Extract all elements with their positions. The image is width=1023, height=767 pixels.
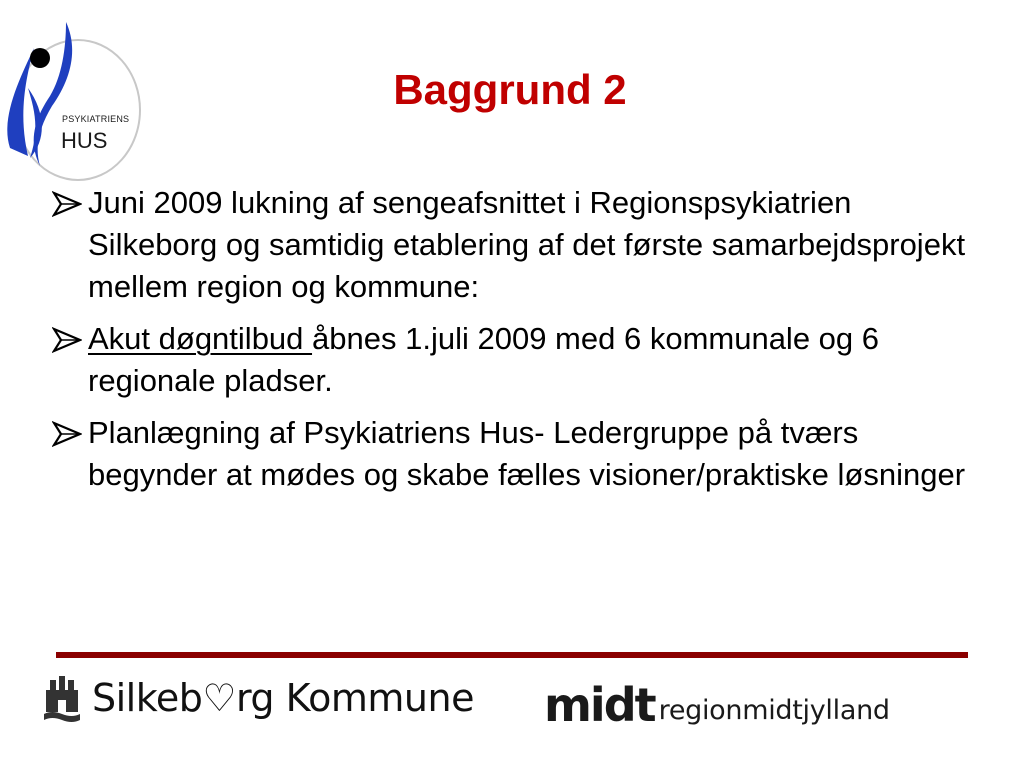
arrowhead-bullet-icon [52, 326, 82, 354]
bullet-list [52, 182, 982, 506]
bullet-item-2 [52, 318, 982, 402]
bullet-text: åbnes 1.juli 2009 med 6 kommunale og 6 regionale pladser. [88, 321, 880, 398]
arrowhead-bullet-icon [52, 420, 82, 448]
silkeborg-kommune-logo [42, 668, 474, 728]
crest-icon [42, 672, 82, 724]
midt-logo-text: midt [544, 678, 655, 732]
arrowhead-bullet-icon [52, 190, 82, 218]
bullet-text: Planlægning af Psykiatriens Hus- Ledergruppe på tværs begynder at mødes og skabe fælles visioner/praktiske løsninger [88, 415, 966, 492]
logo-small-text: PSYKIATRIENS [62, 114, 130, 124]
psykiatriens-hus-logo [0, 18, 150, 188]
underlined-link-text: Akut døgntilbud [88, 321, 313, 356]
bullet-text: Juni 2009 lukning af sengeafsnittet i Regionspsykiatrien Silkeborg og samtidig etablering af det første samarbejdsprojekt mellem region og kommune: [88, 185, 966, 304]
region-logo-text: regionmidtjylland [658, 695, 890, 726]
bullet-item-1 [52, 182, 982, 308]
logo-big-text: HUS [61, 128, 108, 153]
bullet-item-3 [52, 412, 982, 496]
region-midtjylland-logo [544, 668, 890, 732]
footer-divider [56, 652, 968, 658]
logo-mark-icon [0, 18, 150, 188]
kommune-logo-text: Silkeb♡rg Kommune [92, 676, 474, 720]
slide-title: Baggrund 2 [393, 66, 627, 113]
